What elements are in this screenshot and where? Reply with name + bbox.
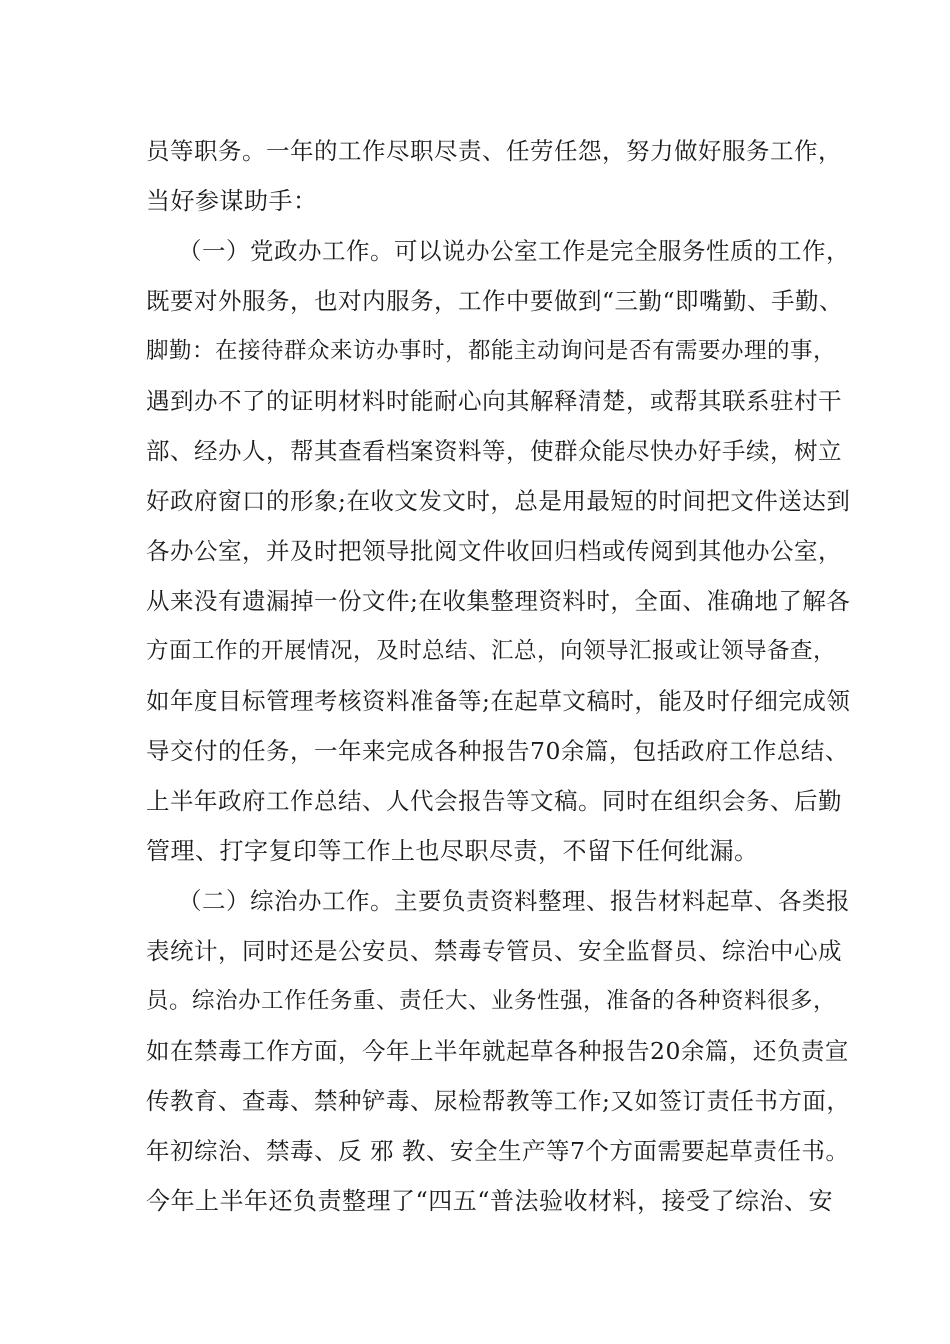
text-line: 既要对外服务，也对内服务，工作中要做到“三勤“即嘴勤、手勤、 [146,287,844,315]
text-line: 如在禁毒工作方面，今年上半年就起草各种报告20余篇，还负责宣 [146,1037,849,1065]
text-line: 各办公室，并及时把领导批阅文件收回归档或传阅到其他办公室， [146,537,842,565]
text-line: 遇到办不了的证明材料时能耐心向其解释清楚，或帮其联系驻村干 [146,387,842,415]
text-line: 今年上半年还负责整理了“四五“普法验收材料，接受了综治、安 [146,1187,834,1215]
text-line: 表统计，同时还是公安员、禁毒专管员、安全监督员、综治中心成 [146,937,842,965]
text-line: 当好参谋助手： [146,187,318,215]
text-line: 脚勤：在接待群众来访办事时，都能主动询问是否有需要办理的事， [146,338,837,364]
text-line: 年初综治、禁毒、反 邪 教、安全生产等7个方面需要起草责任书。 [146,1137,850,1165]
text-line: 方面工作的开展情况，及时总结、汇总，向领导汇报或让领导备查， [146,638,837,664]
text-line: 部、经办人，帮其查看档案资料等，使群众能尽快办好手续，树立 [146,437,842,465]
text-line: 管理、打字复印等工作上也尽职尽责，不留下任何纰漏。 [146,837,759,865]
text-line: 员等职务。一年的工作尽职尽责、任劳任怨，努力做好服务工作， [146,137,842,165]
text-line: （一）党政办工作。可以说办公室工作是完全服务性质的工作， [178,237,850,265]
text-line: 如年度目标管理考核资料准备等;在起草文稿时，能及时仔细完成领 [146,687,851,715]
text-line: 上半年政府工作总结、人代会报告等文稿。同时在组织会务、后勤 [146,787,842,815]
text-line: 从来没有遗漏掉一份文件;在收集整理资料时，全面、准确地了解各 [146,587,851,615]
text-line: 员。综治办工作任务重、责任大、业务性强，准备的各种资料很多， [146,988,837,1014]
text-line: 好政府窗口的形象;在收文发文时，总是用最短的时间把文件送达到 [146,487,851,515]
text-line: 导交付的任务，一年来完成各种报告70余篇，包括政府工作总结、 [146,737,849,765]
text-line: 传教育、查毒、禁种铲毒、尿检帮教等工作;又如签订责任书方面， [146,1087,851,1115]
text-line: （二）综治办工作。主要负责资料整理、报告材料起草、各类报 [178,887,850,915]
